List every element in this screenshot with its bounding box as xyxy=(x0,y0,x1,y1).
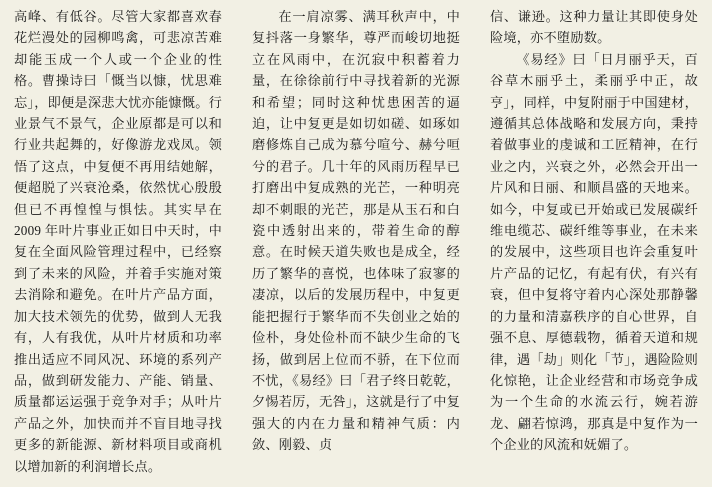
paragraph: 在一肩凉雾、满耳秋声中，中复抖落一身繁华，尊严而峻切地挺立在风雨中，在沉寂中积蓄着力量，在徐徐前行中寻找着新的光源和希望；同时这种忧患困苦的逼迫，让中复更是如切如磋、如琢如磨修炼自己成为慕兮喧兮、赫兮咺兮的君子。几十年的风雨历程早已打磨出中复成熟的光芒，一种明亮却不刺眼的光芒，那是从玉石和白瓷中透射出来的，带着生命的醇意。在时候天道失败也是成全，经历了繁华的喜悦，也体味了寂寥的凄凉，以后的发展历程中，中复更能把握行于繁华而不失创业之始的俭朴，身处俭朴而不缺少生命的飞扬，做到居上位而不骄，在下位而不忧，《易经》曰「君子终日乾乾，夕惕若厉，无咎」，这就是行了中复强大的内在力量和精神气质：内敛、刚毅、贞 xyxy=(252,9,460,453)
column-container xyxy=(14,6,698,481)
paragraph: 信、谦逊。这种力量让其即使身处险境，亦不堕励数。 xyxy=(490,9,698,46)
paragraph: 高峰、有低谷。尽管大家都喜欢春花烂漫处的园柳鸣禽，可悲凉苦难却能玉成一个人或一个企业的性格。曹操诗曰「慨当以慷，忧思难忘」，即便是深悲大忧亦能慷慨。行业景气不景气，企业原都是可以和行业共起舞的，好像游龙戏凤。领悟了这点，中复便不再用结她解，便超脱了兴衰沧桑，依然忧心殷殷但已不再惶惶与惧怯。其实早在 2009 年叶片事业正如日中天时，中复在全面风险管理过程中，已经察到了未来的风险，并着手实施对策去消除和避免。在叶片产品方面，加大技术领先的优势，做到人无我有，人有我优，从叶片材质和功率推出适应不同风况、环境的系列产品，做到研发能力、产能、销量、质量都运运强于竞争对手；从叶片产品之外，加快而并不盲目地寻找更多的新能源、新材料项目或商机以增加新的利润增长点。 xyxy=(14,9,222,474)
paragraph: 《易经》曰「日月丽乎天，百谷草木丽乎土，柔丽乎中正，故亨」，同样，中复附丽于中国建材，遵循其总体战略和发展方向，秉持着做事业的虔诚和工匠精神，在行业之内，兴衰之外，必然会开出一片风和日丽、和顺昌盛的天地来。如今，中复或已开始或已发展碳纤维电缆芯、碳纤维等事业，在未来的发展中，这些项目也许会重复叶片产品的记忆，有起有伏，有兴有衰，但中复将守着内心深处那静馨的力量和清嘉秩序的自心世界，自强不息、厚德载物，循着天道和规律，遇「劫」则化「节」，遇险险则化惊艳，让企业经营和市场竞争成为一个生命的水流云行，婉若游龙、翩若惊鸿，那真是中复作为一个企业的风流和妩媚了。 xyxy=(490,51,698,453)
text-column-3 xyxy=(490,6,698,481)
text-column-2 xyxy=(252,6,460,481)
text-column-1 xyxy=(14,6,222,481)
